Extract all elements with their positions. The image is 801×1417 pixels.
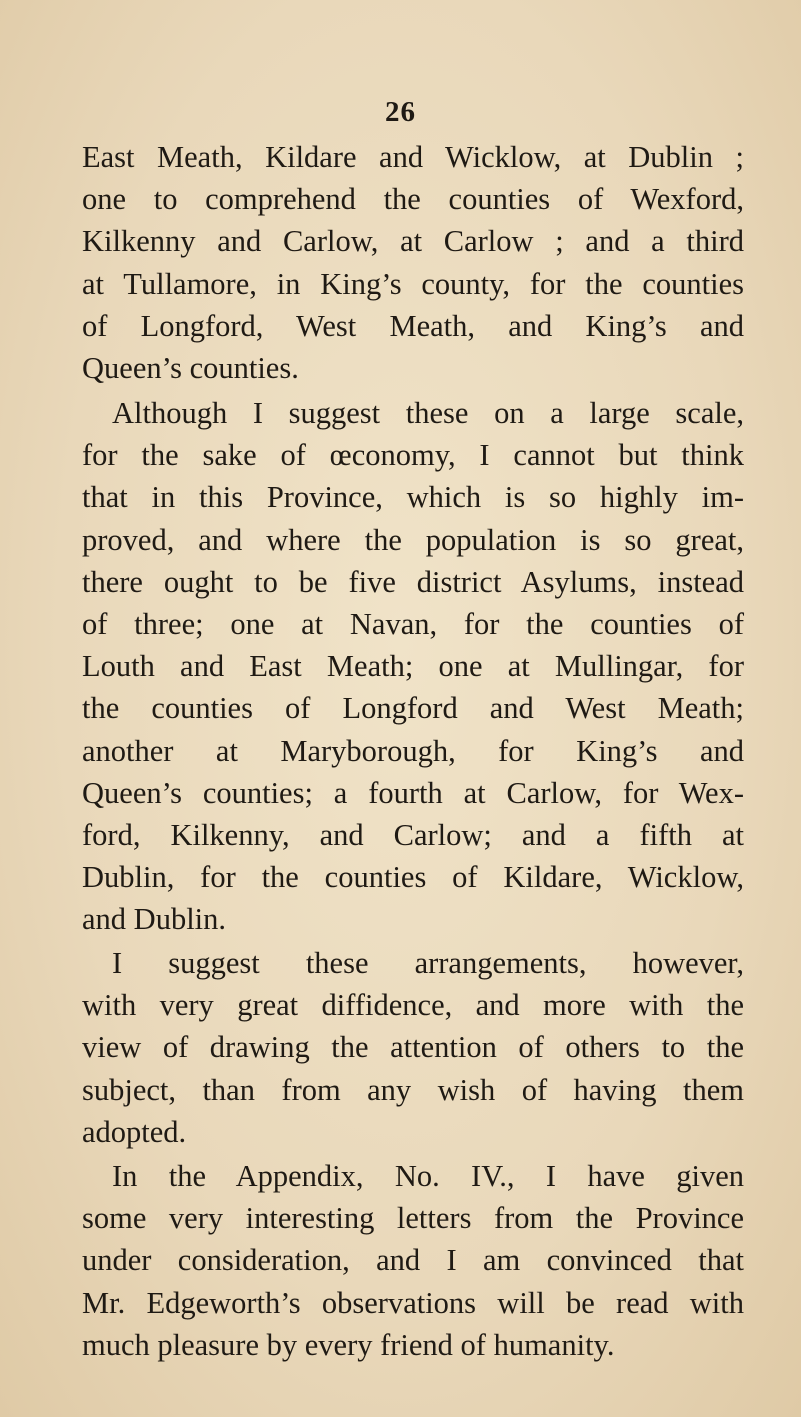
text-line: under consideration, and I am convinced that [82,1243,744,1278]
page-number: 26 [385,96,416,128]
text-line: there ought to be five district Asylums, instead [82,564,744,599]
text-line: Queen’s counties. [82,350,299,385]
text-line: Dublin, for the counties of Kildare, Wicklow, [82,860,744,895]
text-line: and Dublin. [82,902,227,937]
text-line: Kilkenny and Carlow, at Carlow ; and a third [82,224,744,259]
text-line: proved, and where the population is so great, [82,522,744,557]
text-line: view of drawing the attention of others to the [82,1030,744,1065]
text-line: of Longford, West Meath, and King’s and [82,308,744,343]
paragraph-4 [82,1155,744,1366]
text-line: East Meath, Kildare and Wicklow, at Dublin ; [82,140,744,174]
text-line: of three; one at Navan, for the counties of [82,606,744,641]
text-line: for the sake of œconomy, I cannot but think [82,438,744,473]
text-line: Queen’s counties; a fourth at Carlow, for Wex- [82,775,744,810]
text-line: ford, Kilkenny, and Carlow; and a fifth at [82,817,744,852]
text-line: Although I suggest these on a large scale, [112,396,744,430]
text-line: Louth and East Meath; one at Mullingar, for [82,649,744,684]
text-line: much pleasure by every friend of humanity. [82,1327,615,1362]
text-line: the counties of Longford and West Meath; [82,691,744,726]
paragraph-3 [82,942,744,1153]
text-line: another at Maryborough, for King’s and [82,733,744,768]
text-line: some very interesting letters from the Province [82,1201,744,1236]
text-line: that in this Province, which is so highly im- [82,480,744,515]
text-line: In the Appendix, No. IV., I have given [112,1159,744,1193]
paragraph-1 [82,136,744,389]
paragraph-2 [82,392,744,940]
text-line: at Tullamore, in King’s county, for the counties [82,266,744,301]
text-line: one to comprehend the counties of Wexford, [82,182,744,217]
text-line: subject, than from any wish of having them [82,1072,744,1107]
text-line: with very great diffidence, and more with the [82,988,744,1023]
text-line: I suggest these arrangements, however, [112,946,744,980]
text-line: Mr. Edgeworth’s observations will be read with [82,1285,744,1320]
text-line: adopted. [82,1114,187,1149]
